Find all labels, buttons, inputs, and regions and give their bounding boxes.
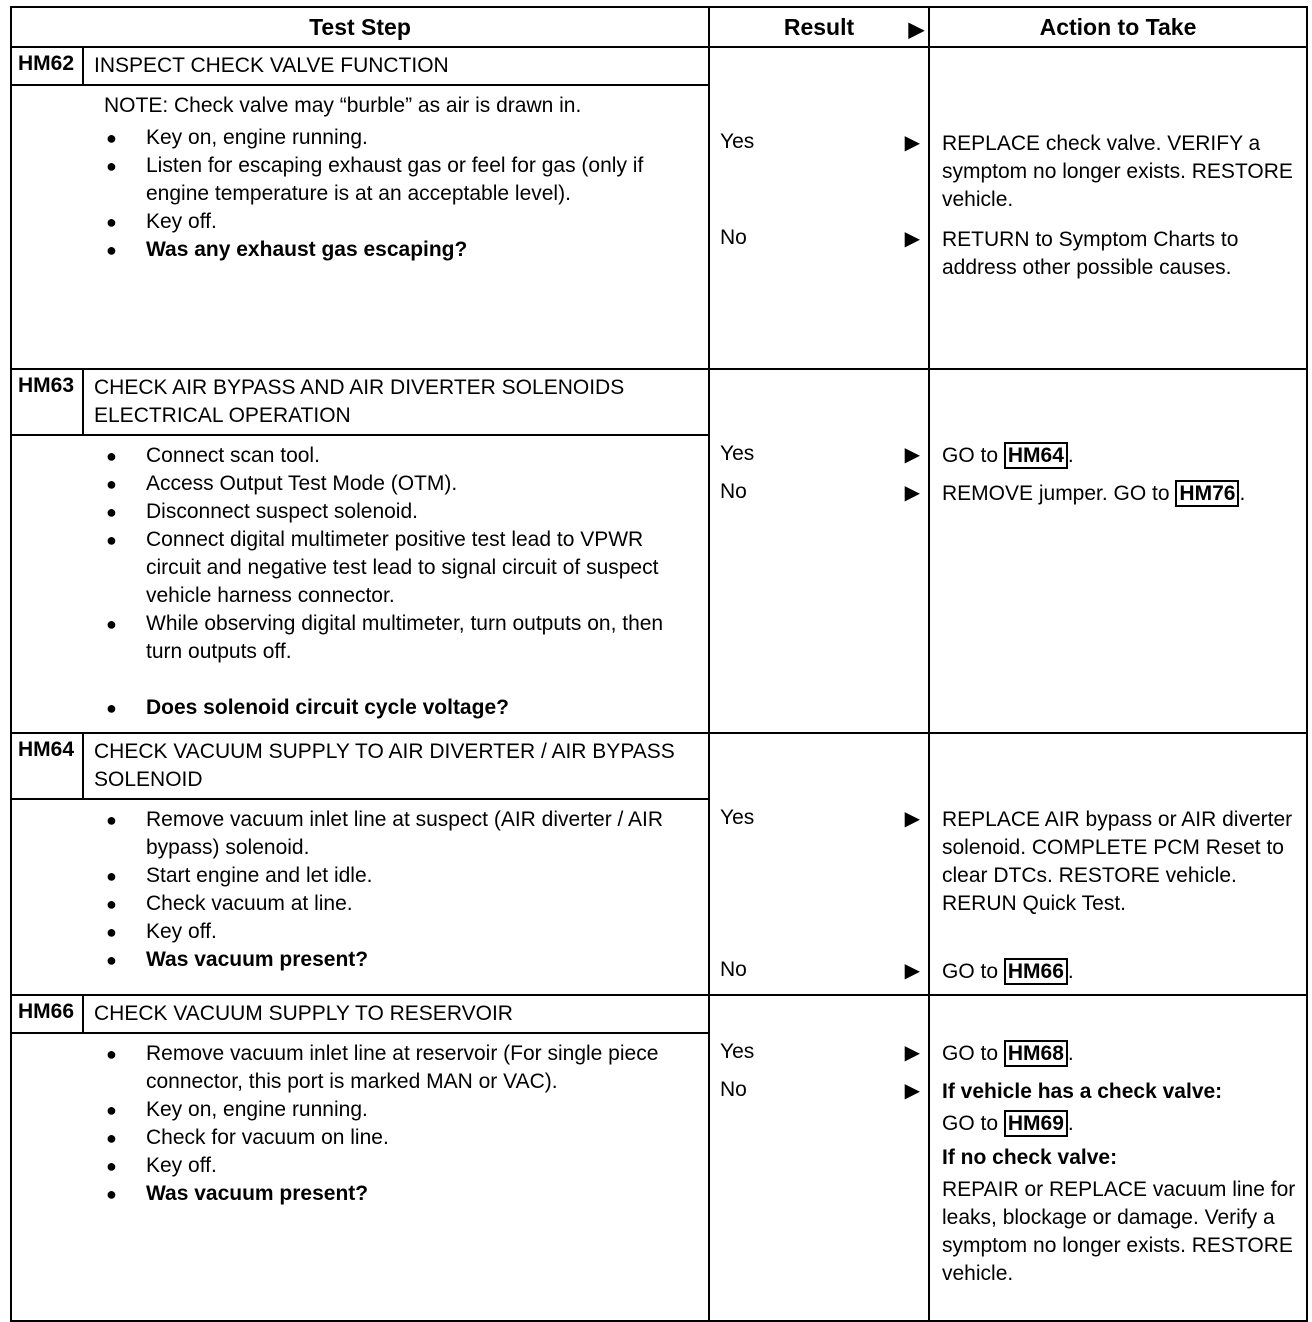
step-question: ● Was vacuum present? (106, 946, 688, 974)
diagnostic-table (10, 6, 1308, 1322)
action-yes: GO to HM68 . (942, 1042, 1074, 1065)
step-note: NOTE: Check valve may “burble” as air is drawn in. (104, 94, 582, 117)
header-row (11, 7, 1307, 47)
arrow-right-icon: ▶ (904, 1080, 920, 1102)
action-text: REPAIR or REPLACE vacuum line for leaks, blockage or damage. Verify a symptom no longer exists. RESTORE vehicle. (942, 1178, 1296, 1285)
action-cell (929, 733, 1307, 995)
action-cell (929, 995, 1307, 1321)
result-yes: Yes (720, 130, 755, 153)
result-yes: Yes (720, 442, 755, 465)
action-no: If vehicle has a check valve: GO to HM69 . If no check valve: REPAIR or REPLACE vacuum line for leaks, blockage or damage. Verify a symptom no longer exists. RESTORE vehicle. (942, 1078, 1302, 1288)
result-no: No (720, 480, 747, 503)
step-id: HM64 (12, 734, 84, 798)
step-title: CHECK AIR BYPASS AND AIR DIVERTER SOLENOIDS ELECTRICAL OPERATION (94, 376, 625, 427)
result-no: No (720, 1078, 747, 1101)
diagnostic-table-page (10, 6, 1306, 1285)
result-cell (709, 47, 929, 369)
step-bullet: ● Start engine and let idle. (106, 862, 688, 890)
step-id: HM66 (12, 996, 84, 1032)
step-bullet: ● Key off. (106, 918, 688, 946)
step-bullet: ● Check for vacuum on line. (106, 1124, 688, 1152)
action-yes: REPLACE AIR bypass or AIR diverter solenoid. COMPLETE PCM Reset to clear DTCs. RESTORE vehicle. RERUN Quick Test. (942, 808, 1293, 915)
result-cell (709, 369, 929, 733)
arrow-right-icon: ▶ (904, 444, 920, 466)
step-bullet: ● Connect scan tool. (106, 442, 688, 470)
arrow-right-icon: ▶ (908, 19, 924, 41)
step-ref-link[interactable]: HM66 (1004, 958, 1068, 985)
action-no: RETURN to Symptom Charts to address other possible causes. (942, 228, 1239, 279)
action-no: GO to HM66 . (942, 960, 1074, 983)
step-row-hm63 (11, 369, 1307, 733)
step-id: HM62 (12, 48, 84, 84)
header-action: Action to Take (929, 7, 1307, 47)
step-bullet: ● Disconnect suspect solenoid. (106, 498, 688, 526)
step-bullet: ● Remove vacuum inlet line at suspect (AIR diverter / AIR bypass) solenoid. (106, 806, 688, 862)
step-bullet: ● Key off. (106, 1152, 688, 1180)
step-bullet: ● Access Output Test Mode (OTM). (106, 470, 688, 498)
arrow-right-icon: ▶ (904, 482, 920, 504)
header-result: Result ▶ (709, 7, 929, 47)
step-bullet: ● Key off. (106, 208, 688, 236)
result-yes: Yes (720, 806, 755, 829)
condition-label: If no check valve: (942, 1146, 1118, 1169)
action-cell (929, 47, 1307, 369)
arrow-right-icon: ▶ (904, 1042, 920, 1064)
step-id: HM63 (12, 370, 84, 434)
step-ref-link[interactable]: HM76 (1175, 480, 1239, 507)
action-no: REMOVE jumper. GO to HM76 . (942, 482, 1246, 505)
step-question: ● Was any exhaust gas escaping? (106, 236, 688, 264)
step-question: ● Does solenoid circuit cycle voltage? (106, 694, 688, 722)
step-bullet: ● Remove vacuum inlet line at reservoir (For single piece connector, this port is marked MAN or VAC). (106, 1040, 688, 1096)
step-title: INSPECT CHECK VALVE FUNCTION (94, 54, 449, 77)
step-cell (11, 733, 709, 995)
arrow-right-icon: ▶ (904, 132, 920, 154)
result-no: No (720, 226, 747, 249)
result-cell (709, 733, 929, 995)
step-bullet: ● Key on, engine running. (106, 124, 688, 152)
arrow-right-icon: ▶ (904, 960, 920, 982)
step-bullet: ● While observing digital multimeter, turn outputs on, then turn outputs off. (106, 610, 688, 666)
step-bullet: ● Listen for escaping exhaust gas or feel for gas (only if engine temperature is at an acceptable level). (106, 152, 688, 208)
arrow-right-icon: ▶ (904, 808, 920, 830)
step-ref-link[interactable]: HM69 (1004, 1110, 1068, 1137)
result-yes: Yes (720, 1040, 755, 1063)
step-cell (11, 995, 709, 1321)
action-yes: GO to HM64 . (942, 444, 1074, 467)
arrow-right-icon: ▶ (904, 228, 920, 250)
step-title: CHECK VACUUM SUPPLY TO RESERVOIR (94, 1002, 513, 1025)
step-cell (11, 369, 709, 733)
step-bullet: ● Check vacuum at line. (106, 890, 688, 918)
step-row-hm64 (11, 733, 1307, 995)
step-ref-link[interactable]: HM64 (1004, 442, 1068, 469)
step-bullet: ● Key on, engine running. (106, 1096, 688, 1124)
step-question: ● Was vacuum present? (106, 1180, 688, 1208)
header-test-step: Test Step (11, 7, 709, 47)
step-title: CHECK VACUUM SUPPLY TO AIR DIVERTER / AIR BYPASS SOLENOID (94, 740, 675, 791)
step-ref-link[interactable]: HM68 (1004, 1040, 1068, 1067)
step-bullet: ● Connect digital multimeter positive test lead to VPWR circuit and negative test lead to signal circuit of suspect vehicle harness connector. (106, 526, 688, 610)
result-cell (709, 995, 929, 1321)
condition-label: If vehicle has a check valve: (942, 1080, 1223, 1103)
step-row-hm62 (11, 47, 1307, 369)
step-cell (11, 47, 709, 369)
result-no: No (720, 958, 747, 981)
action-cell (929, 369, 1307, 733)
step-row-hm66 (11, 995, 1307, 1321)
action-yes: REPLACE check valve. VERIFY a symptom no longer exists. RESTORE vehicle. (942, 132, 1293, 211)
